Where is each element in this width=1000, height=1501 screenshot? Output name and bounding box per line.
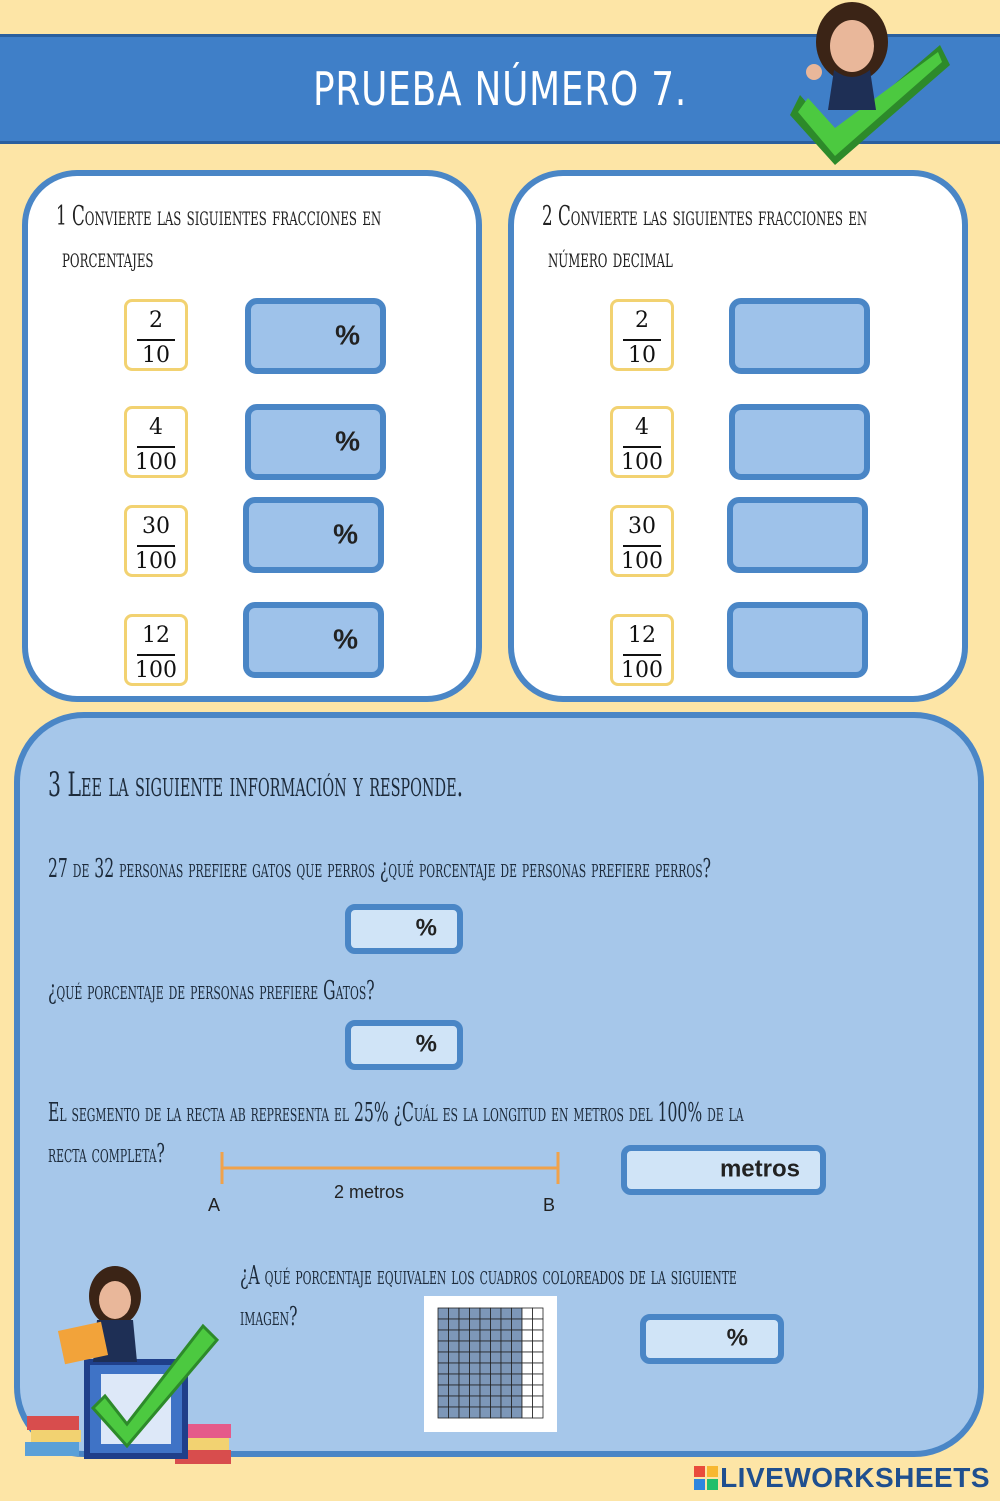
fraction-bar [623,339,661,341]
grid-cell-shaded [470,1396,481,1407]
segment-length-label: 2 metros [334,1182,405,1202]
grid-cell-shaded [449,1308,460,1319]
grid-cell-shaded [459,1330,470,1341]
grid-cell-shaded [438,1308,449,1319]
fraction-denominator: 100 [135,549,177,574]
grid-cell-empty [522,1385,533,1396]
percent-answer-box[interactable] [245,404,386,480]
grid-cell-empty [533,1407,544,1418]
grid-cell-shaded [449,1319,460,1330]
fraction-card [124,406,188,478]
grid-cell-shaded [470,1374,481,1385]
percent-answer-box[interactable] [245,298,386,374]
logo-mark-icon [694,1466,718,1490]
grid-cell-empty [533,1352,544,1363]
decimal-answer-box[interactable] [729,298,870,374]
fraction-bar [137,654,175,656]
grid-cell-shaded [491,1330,502,1341]
percent-dogs-input[interactable] [345,904,463,954]
meters-input[interactable] [621,1145,826,1195]
grid-cell-shaded [501,1385,512,1396]
grid-cell-shaded [480,1374,491,1385]
fraction-denominator: 100 [135,450,177,475]
grid-cell-shaded [501,1374,512,1385]
fraction-card [610,505,674,577]
grid-cell-shaded [438,1385,449,1396]
grid-cell-empty [533,1385,544,1396]
grid-cell-shaded [491,1385,502,1396]
grid-cell-shaded [470,1341,481,1352]
grid-cell-shaded [459,1319,470,1330]
grid-cell-shaded [512,1374,523,1385]
grid-cell-shaded [480,1396,491,1407]
page-title: PRUEBA NÚMERO 7. [312,62,688,116]
grid-cell-shaded [459,1407,470,1418]
section2-title-line2: número decimal [548,243,673,274]
grid-cell-empty [522,1396,533,1407]
question-grid-line1: ¿A qué porcentaje equivalen los cuadros coloreados de la siguiente [240,1261,737,1291]
grid-cell-shaded [512,1319,523,1330]
grid-cell-shaded [512,1352,523,1363]
grid-cell-shaded [438,1319,449,1330]
grid-cell-shaded [501,1396,512,1407]
grid-cell-empty [533,1308,544,1319]
grid-cell-shaded [449,1330,460,1341]
decimal-answer-box[interactable] [729,404,870,480]
grid-cell-empty [522,1374,533,1385]
grid-cell-shaded [501,1341,512,1352]
fraction-bar [623,654,661,656]
percent-answer-box[interactable] [243,497,384,573]
grid-cell-shaded [438,1374,449,1385]
grid-cell-empty [522,1407,533,1418]
grid-cell-shaded [512,1308,523,1319]
percent-cats-input[interactable] [345,1020,463,1070]
teacher-reading-checkbox-icon [25,1266,240,1476]
grid-cell-empty [533,1363,544,1374]
grid-cell-shaded [480,1407,491,1418]
grid-cell-shaded [491,1363,502,1374]
grid-cell-shaded [501,1407,512,1418]
grid-cell-shaded [459,1374,470,1385]
section1-title-line1: 1 Convierte las siguientes fracciones en [56,201,382,232]
percent-sign: % [726,1324,748,1352]
fraction-bar [623,446,661,448]
grid-cell-shaded [501,1330,512,1341]
grid-cell-shaded [459,1363,470,1374]
fraction-numerator: 30 [628,514,656,539]
percent-sign: % [333,518,358,550]
grid-cell-shaded [459,1396,470,1407]
grid-cell-shaded [470,1363,481,1374]
question-segment-line2: recta completa? [48,1139,165,1169]
grid-cell-shaded [480,1330,491,1341]
section3-title: 3 Lee la siguiente información y responde. [48,765,464,805]
grid-cell-empty [522,1330,533,1341]
hundred-grid [424,1296,557,1432]
grid-cell-shaded [491,1407,502,1418]
fraction-denominator: 100 [621,658,663,683]
fraction-bar [137,446,175,448]
grid-cell-shaded [501,1352,512,1363]
grid-cell-shaded [449,1385,460,1396]
fraction-card [610,299,674,371]
question-cats-dogs: 27 de 32 personas prefiere gatos que perros ¿qué porcentaje de personas prefiere perros? [48,854,712,884]
grid-cell-shaded [459,1352,470,1363]
percent-sign: % [415,1030,437,1058]
grid-cell-empty [522,1341,533,1352]
grid-cell-shaded [512,1341,523,1352]
grid-cell-shaded [470,1330,481,1341]
grid-cell-empty [533,1319,544,1330]
hundred-grid-image [424,1296,557,1432]
fraction-denominator: 10 [142,343,170,368]
grid-cell-shaded [438,1396,449,1407]
question-cats: ¿qué porcentaje de personas prefiere Gatos? [48,976,375,1006]
grid-cell-shaded [470,1352,481,1363]
fraction-bar [137,339,175,341]
fraction-numerator: 2 [635,308,649,333]
grid-cell-shaded [512,1407,523,1418]
grid-cell-shaded [512,1385,523,1396]
grid-cell-shaded [459,1385,470,1396]
fraction-card [124,614,188,686]
grid-cell-empty [533,1341,544,1352]
grid-cell-shaded [480,1352,491,1363]
fraction-card [610,614,674,686]
grid-cell-shaded [501,1319,512,1330]
segment-point-b: B [543,1195,556,1215]
grid-cell-empty [522,1363,533,1374]
grid-cell-shaded [449,1363,460,1374]
percent-sign: % [333,623,358,655]
grid-cell-shaded [480,1363,491,1374]
fraction-denominator: 100 [621,549,663,574]
grid-cell-shaded [438,1341,449,1352]
decimal-answer-box[interactable] [727,497,868,573]
grid-cell-shaded [491,1352,502,1363]
grid-cell-empty [522,1319,533,1330]
percent-sign: % [335,425,360,457]
grid-cell-shaded [501,1308,512,1319]
grid-cell-shaded [449,1407,460,1418]
grid-cell-shaded [512,1363,523,1374]
decimal-answer-box[interactable] [727,602,868,678]
grid-cell-shaded [491,1374,502,1385]
grid-cell-shaded [512,1330,523,1341]
grid-cell-shaded [491,1308,502,1319]
percent-grid-input[interactable] [640,1314,784,1364]
grid-cell-shaded [501,1363,512,1374]
fraction-bar [137,545,175,547]
grid-cell-empty [533,1330,544,1341]
logo-text: LIVEWORKSHEETS [720,1462,990,1493]
question-segment-line1: El segmento de la recta ab representa el 25% ¿Cuál es la longitud en metros del 100% de la [48,1098,744,1128]
grid-cell-shaded [438,1330,449,1341]
grid-cell-shaded [459,1308,470,1319]
percent-answer-box[interactable] [243,602,384,678]
grid-cell-shaded [449,1374,460,1385]
segment-point-a: A [208,1195,221,1215]
fraction-denominator: 100 [621,450,663,475]
grid-cell-shaded [438,1352,449,1363]
section2-title-line1: 2 Convierte las siguientes fracciones en [542,201,868,232]
fraction-denominator: 100 [135,658,177,683]
grid-cell-empty [522,1352,533,1363]
grid-cell-shaded [438,1407,449,1418]
grid-cell-shaded [470,1385,481,1396]
grid-cell-shaded [480,1308,491,1319]
grid-cell-shaded [491,1396,502,1407]
fraction-denominator: 10 [628,343,656,368]
fraction-bar [623,545,661,547]
liveworksheets-logo[interactable] [694,1462,990,1494]
question-grid-line2: imagen? [240,1302,298,1332]
grid-cell-shaded [449,1396,460,1407]
grid-cell-shaded [470,1319,481,1330]
percent-sign: % [335,319,360,351]
grid-cell-shaded [438,1363,449,1374]
fraction-numerator: 2 [149,308,163,333]
grid-cell-shaded [480,1319,491,1330]
grid-cell-shaded [480,1385,491,1396]
fraction-numerator: 30 [142,514,170,539]
grid-cell-shaded [449,1341,460,1352]
grid-cell-shaded [470,1407,481,1418]
grid-cell-shaded [449,1352,460,1363]
grid-cell-empty [533,1396,544,1407]
fraction-numerator: 12 [142,623,170,648]
grid-cell-shaded [470,1308,481,1319]
grid-cell-shaded [459,1341,470,1352]
percent-sign: % [415,914,437,942]
fraction-numerator: 12 [628,623,656,648]
teacher-avatar-check-icon [790,0,960,170]
fraction-card [124,299,188,371]
fraction-card [610,406,674,478]
grid-cell-shaded [512,1396,523,1407]
fraction-card [124,505,188,577]
fraction-numerator: 4 [149,415,163,440]
meters-unit: metros [719,1155,800,1183]
grid-cell-shaded [480,1341,491,1352]
grid-cell-shaded [491,1341,502,1352]
grid-cell-empty [533,1374,544,1385]
section1-title-line2: porcentajes [62,243,154,274]
fraction-numerator: 4 [635,415,649,440]
grid-cell-empty [522,1308,533,1319]
grid-cell-shaded [491,1319,502,1330]
